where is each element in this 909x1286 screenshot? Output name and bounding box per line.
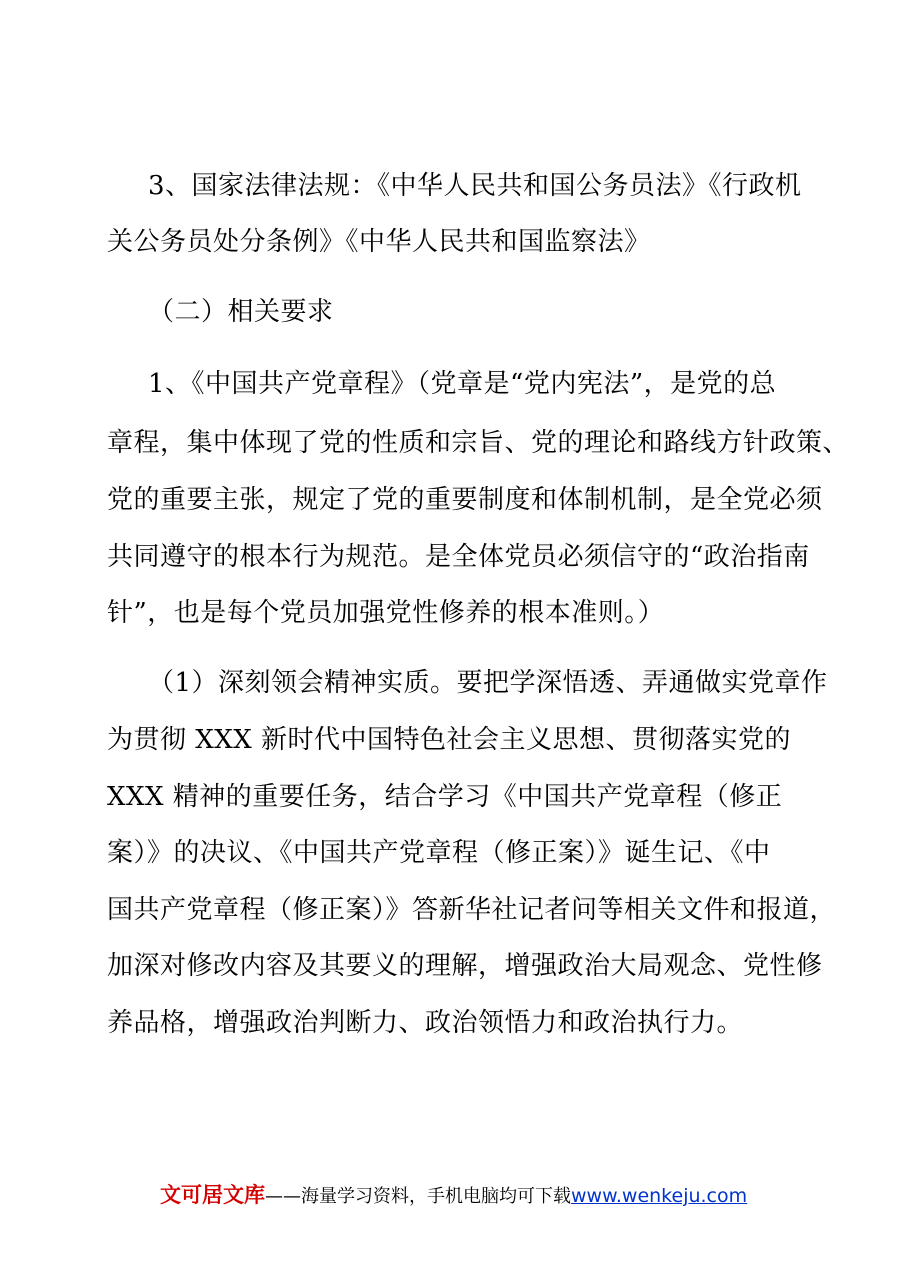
footer-tagline: ——海量学习资料，手机电脑均可下载 (265, 1186, 571, 1207)
paragraph-line: 党的重要主张，规定了党的重要制度和体制机制，是全党必须 (107, 485, 823, 515)
footer-banner (160, 1181, 747, 1211)
paragraph-line: 3、国家法律法规：《中华人民共和国公务员法》《行政机 (148, 171, 802, 201)
paragraph-line: 章程，集中体现了党的性质和宗旨、党的理论和路线方针政策、 (107, 428, 850, 458)
paragraph-line: 加深对修改内容及其要义的理解，增强政治大局观念、党性修 (107, 951, 823, 981)
paragraph-line: 共同遵守的根本行为规范。是全体党员必须信守的“政治指南 (107, 542, 810, 572)
paragraph-line: 1、《中国共产党章程》（党章是“党内宪法”，是党的总 (148, 369, 777, 399)
footer-brand: 文可居文库 (160, 1183, 265, 1207)
paragraph-line: 为贯彻 XXX 新时代中国特色社会主义思想、贯彻落实党的 (107, 725, 792, 755)
footer-website-link[interactable]: www.wenkeju.com (571, 1185, 748, 1207)
paragraph-line: 关公务员处分条例》《中华人民共和国监察法》 (107, 227, 651, 257)
paragraph-line: 案）》的决议、《中国共产党章程（修正案）》诞生记、《中 (107, 838, 771, 868)
paragraph-line: （1）深刻领会精神实质。要把学深悟透、弄通做实党章作 (148, 668, 828, 698)
paragraph-line: 针”，也是每个党员加强党性修养的根本准则。） (107, 598, 665, 628)
section-heading: （二）相关要求 (148, 297, 334, 327)
paragraph-line: 养品格，增强政治判断力、政治领悟力和政治执行力。 (107, 1008, 744, 1038)
paragraph-line: 国共产党章程（修正案）》答新华社记者问等相关文件和报道， (107, 895, 837, 925)
paragraph-line: XXX 精神的重要任务，结合学习《中国共产党章程（修正 (107, 782, 783, 812)
